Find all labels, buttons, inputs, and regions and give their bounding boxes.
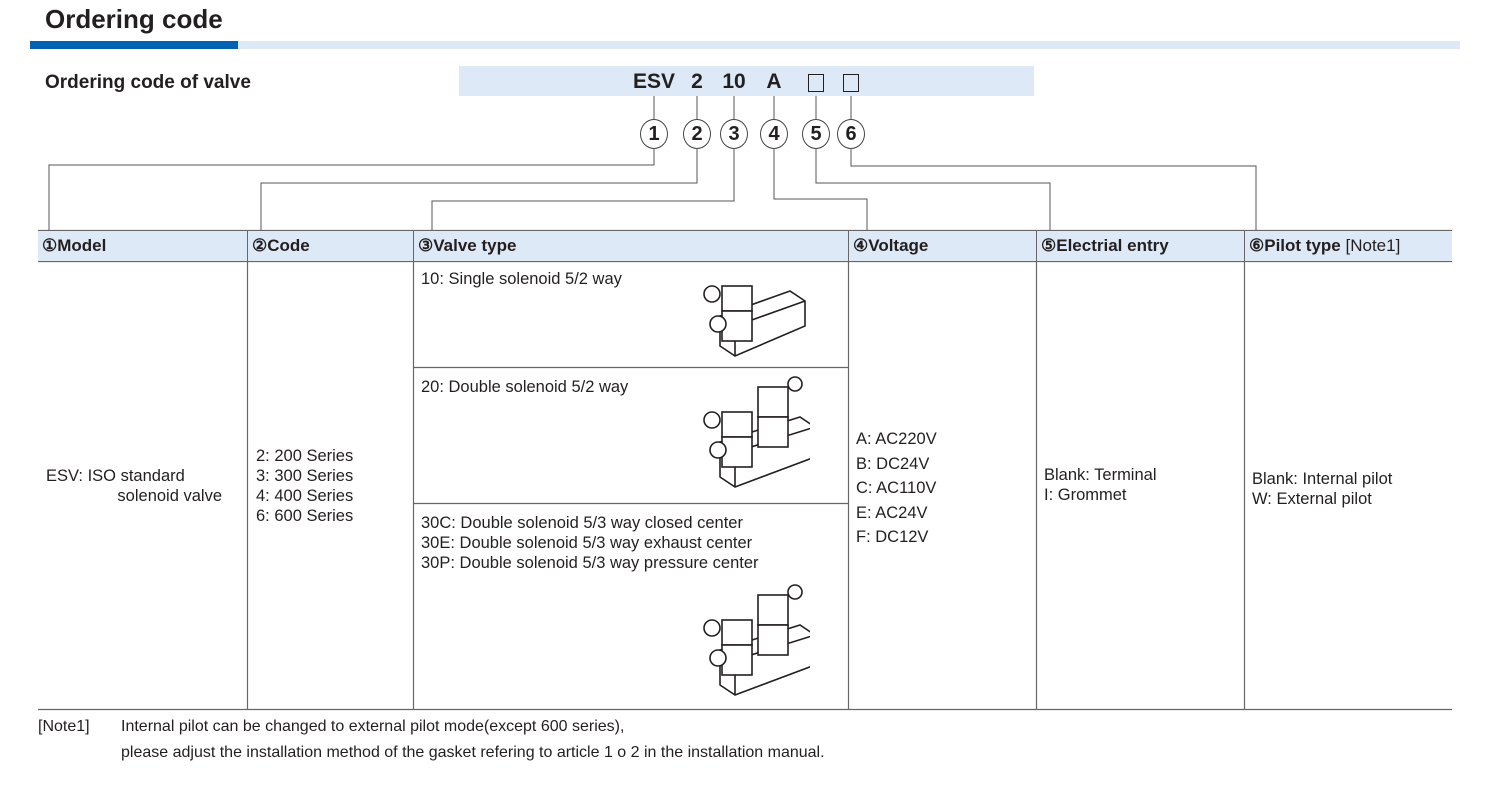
voltage-item: C: AC110V	[856, 479, 937, 497]
valve-type-label: 20: Double solenoid 5/2 way	[421, 378, 629, 396]
header-model: ①Model	[38, 231, 247, 261]
code-number-3: 3	[720, 119, 748, 149]
header-valve-type: ③Valve type	[414, 231, 848, 261]
double-solenoid-valve-icon	[700, 372, 810, 497]
valve-type-label: 30E: Double solenoid 5/3 way exhaust center	[421, 534, 753, 552]
model-line: ESV: ISO standard	[46, 467, 185, 485]
double-solenoid-valve-icon	[700, 580, 810, 705]
code-number-4: 4	[760, 119, 788, 149]
code-item: 4: 400 Series	[256, 487, 354, 505]
voltage-item: A: AC220V	[856, 430, 937, 448]
voltage-item: B: DC24V	[856, 454, 930, 473]
section-subtitle: Ordering code of valve	[45, 72, 251, 93]
code-voltage: A	[766, 70, 782, 93]
note-line-2: please adjust the installation method of the gasket refering to article 1 o 2 in the installation manual.	[121, 744, 825, 761]
entry-item: I: Grommet	[1044, 486, 1127, 504]
page-title: Ordering code	[45, 4, 223, 34]
header-code: ②Code	[248, 231, 413, 261]
valve-type-label: 30C: Double solenoid 5/3 way closed center	[421, 514, 743, 532]
code-model: ESV	[632, 70, 676, 93]
pilot-item: W: External pilot	[1252, 490, 1372, 508]
code-item: 6: 600 Series	[256, 507, 354, 525]
model-line: solenoid valve	[117, 487, 222, 505]
single-solenoid-valve-icon	[700, 266, 810, 361]
code-valve-type: 10	[722, 70, 746, 93]
header-entry: ⑤Electrial entry	[1037, 231, 1244, 261]
voltage-item: E: AC24V	[856, 503, 928, 522]
code-item: 3: 300 Series	[256, 467, 354, 485]
pilot-item: Blank: Internal pilot	[1252, 470, 1393, 488]
code-number-2: 2	[683, 119, 711, 149]
pilot-cell	[1252, 469, 1392, 509]
code-number-6: 6	[837, 119, 865, 149]
valve-type-label: 30P: Double solenoid 5/3 way pressure center	[421, 554, 759, 572]
voltage-cell	[856, 427, 937, 550]
voltage-item: F: DC12V	[856, 528, 929, 546]
code-number-5: 5	[802, 119, 830, 149]
entry-cell	[1044, 465, 1157, 505]
header-voltage: ④Voltage	[849, 231, 1036, 261]
code-number-1: 1	[640, 119, 668, 149]
header-pilot: ⑥Pilot type [Note1]	[1245, 231, 1452, 261]
note-line-1: Internal pilot can be changed to external pilot mode(except 600 series),	[121, 718, 625, 735]
valve-type-label: 10: Single solenoid 5/2 way	[421, 270, 622, 288]
code-series: 2	[691, 70, 703, 93]
code-item: 2: 200 Series	[256, 447, 354, 465]
valve-type-20	[421, 377, 628, 397]
model-cell	[46, 466, 222, 506]
code-cell	[256, 446, 353, 526]
valve-type-30	[421, 513, 759, 573]
valve-type-10	[421, 269, 622, 289]
note-tag: [Note1]	[38, 718, 90, 735]
entry-item: Blank: Terminal	[1044, 466, 1157, 484]
